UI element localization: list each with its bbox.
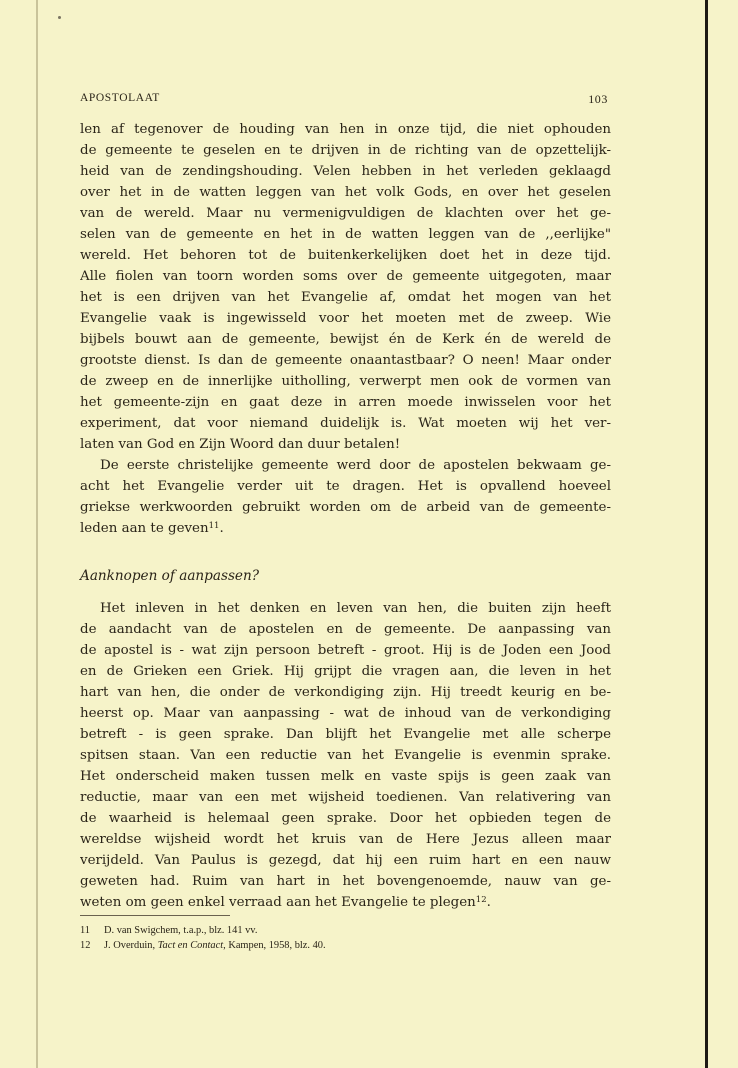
text-line <box>80 497 611 518</box>
page-number: 103 <box>588 92 608 106</box>
text-line-content: Het onderscheid maken tussen melk en vaste spijs is geen zaak van <box>80 769 611 784</box>
text-line <box>80 682 611 703</box>
paragraph-3 <box>80 598 611 913</box>
text-line-content: weten om geen enkel verraad aan het Evangelie te plegen <box>80 895 476 910</box>
text-line-content: het is een drijven van het Evangelie af, omdat het mogen van het <box>80 290 611 305</box>
sentence-end: . <box>486 895 491 910</box>
text-line <box>80 140 611 161</box>
text-line <box>80 850 611 871</box>
text-line <box>80 455 611 476</box>
text-line-content: reductie, maar van een met wijsheid toedienen. Van relativering van <box>80 790 611 805</box>
footnote-text: J. Overduin, <box>104 940 158 951</box>
text-line <box>80 598 611 619</box>
text-line <box>80 392 611 413</box>
running-header <box>80 92 608 108</box>
scan-speck <box>58 16 61 19</box>
footnote-rule <box>80 915 230 916</box>
text-line <box>80 350 611 371</box>
body-text <box>80 119 611 913</box>
text-line-content: spitsen staan. Van een reductie van het Evangelie is evenmin sprake. <box>80 748 611 763</box>
footnote-reference: 11 <box>208 521 220 531</box>
text-line-content: grootste dienst. Is dan de gemeente onaantastbaar? O neen! Maar onder <box>80 353 611 368</box>
text-line-content: heerst op. Maar van aanpassing - wat de inhoud van de verkondiging <box>80 706 611 721</box>
text-line <box>80 892 611 913</box>
text-line-content: heid van de zendingshouding. Velen hebben in het verleden geklaagd <box>80 164 611 179</box>
section-heading: Aanknopen of aanpassen? <box>80 568 260 584</box>
footnote-number: 12 <box>80 940 91 951</box>
text-line <box>80 413 611 434</box>
text-line <box>80 434 611 455</box>
footnote-number: 11 <box>80 925 91 936</box>
text-line-content: hart van hen, die onder de verkondiging zijn. Hij treedt keurig en be- <box>80 685 611 700</box>
text-line-content: selen van de gemeente en het in de watten leggen van de ,,eerlijke" <box>80 227 611 242</box>
text-line-content: betreft - is geen sprake. Dan blijft het Evangelie met alle scherpe <box>80 727 611 742</box>
text-line <box>80 203 611 224</box>
text-line-content: de apostel is - wat zijn persoon betreft - groot. Hij is de Joden een Jood <box>80 643 611 658</box>
text-line <box>80 371 611 392</box>
footnotes <box>80 923 611 953</box>
text-line <box>80 703 611 724</box>
footnote <box>80 923 611 938</box>
footnote <box>80 938 611 953</box>
footnote-text: D. van Swigchem, t.a.p., blz. 141 vv. <box>104 925 258 936</box>
text-line-content: griekse werkwoorden gebruikt worden om de arbeid van de gemeente- <box>80 500 611 515</box>
paragraph-1 <box>80 119 611 455</box>
text-line <box>80 640 611 661</box>
text-line <box>80 766 611 787</box>
text-line-content: Evangelie vaak is ingewisseld voor het moeten met de zweep. Wie <box>80 311 611 326</box>
text-line <box>80 518 611 539</box>
text-line <box>80 287 611 308</box>
text-line <box>80 871 611 892</box>
text-line-content: Alle fiolen van toorn worden soms over de gemeente uitgegoten, maar <box>80 269 611 284</box>
footnote-title: Tact en Contact <box>157 940 224 951</box>
text-line <box>80 245 611 266</box>
text-line <box>80 329 611 350</box>
text-line-content: het gemeente-zijn en gaat deze in arren moede inwisselen voor het <box>80 395 611 410</box>
page-left-edge <box>36 0 38 1068</box>
page-right-edge <box>705 0 708 1068</box>
text-line-content: wereld. Het behoren tot de buitenkerkelijken doet het in deze tijd. <box>80 248 611 263</box>
text-line-content: de aandacht van de apostelen en de gemeente. De aanpassing van <box>80 622 611 637</box>
running-header-title: APOSTOLAAT <box>80 92 160 104</box>
text-line <box>80 661 611 682</box>
text-line-content: De eerste christelijke gemeente werd door de apostelen bekwaam ge- <box>100 458 611 473</box>
text-line-content: over het in de watten leggen van het volk Gods, en over het geselen <box>80 185 611 200</box>
text-line <box>80 182 611 203</box>
text-line <box>80 308 611 329</box>
text-line <box>80 787 611 808</box>
text-line <box>80 745 611 766</box>
text-line <box>80 476 611 497</box>
text-line <box>80 724 611 745</box>
text-line-content: laten van God en Zijn Woord dan duur betalen! <box>80 437 401 452</box>
text-line <box>80 808 611 829</box>
text-line-content: de gemeente te geselen en te drijven in de richting van de opzettelijk- <box>80 143 611 158</box>
text-line-content: van de wereld. Maar nu vermenigvuldigen de klachten over het ge- <box>80 206 611 221</box>
text-line-content: leden aan te geven <box>80 521 209 536</box>
text-line-content: de waarheid is helemaal geen sprake. Door het opbieden tegen de <box>80 811 611 826</box>
text-line <box>80 619 611 640</box>
text-line <box>80 266 611 287</box>
paragraph-2 <box>80 455 611 539</box>
text-line <box>80 161 611 182</box>
text-line-content: geweten had. Ruim van hart in het bovengenoemde, nauw van ge- <box>80 874 611 889</box>
text-line <box>80 119 611 140</box>
footnote-text-tail: , Kampen, 1958, blz. 40. <box>223 940 326 951</box>
text-line-content: Het inleven in het denken en leven van hen, die buiten zijn heeft <box>100 601 611 616</box>
text-line <box>80 829 611 850</box>
text-line <box>80 224 611 245</box>
text-line-content: en de Grieken een Griek. Hij grijpt die vragen aan, die leven in het <box>80 664 611 679</box>
text-line-content: experiment, dat voor niemand duidelijk is. Wat moeten wij het ver- <box>80 416 611 431</box>
text-line-content: acht het Evangelie verder uit te dragen. Het is opvallend hoeveel <box>80 479 611 494</box>
text-line-content: len af tegenover de houding van hen in onze tijd, die niet ophouden <box>80 122 611 137</box>
text-line-content: bijbels bouwt aan de gemeente, bewijst én de Kerk én de wereld de <box>80 332 611 347</box>
text-line-content: wereldse wijsheid wordt het kruis van de Here Jezus alleen maar <box>80 832 611 847</box>
text-line-content: verijdeld. Van Paulus is gezegd, dat hij een ruim hart en een nauw <box>80 853 611 868</box>
sentence-end: . <box>219 521 224 536</box>
footnote-reference: 12 <box>475 895 487 905</box>
text-line-content: de zweep en de innerlijke uitholling, verwerpt men ook de vormen van <box>80 374 611 389</box>
